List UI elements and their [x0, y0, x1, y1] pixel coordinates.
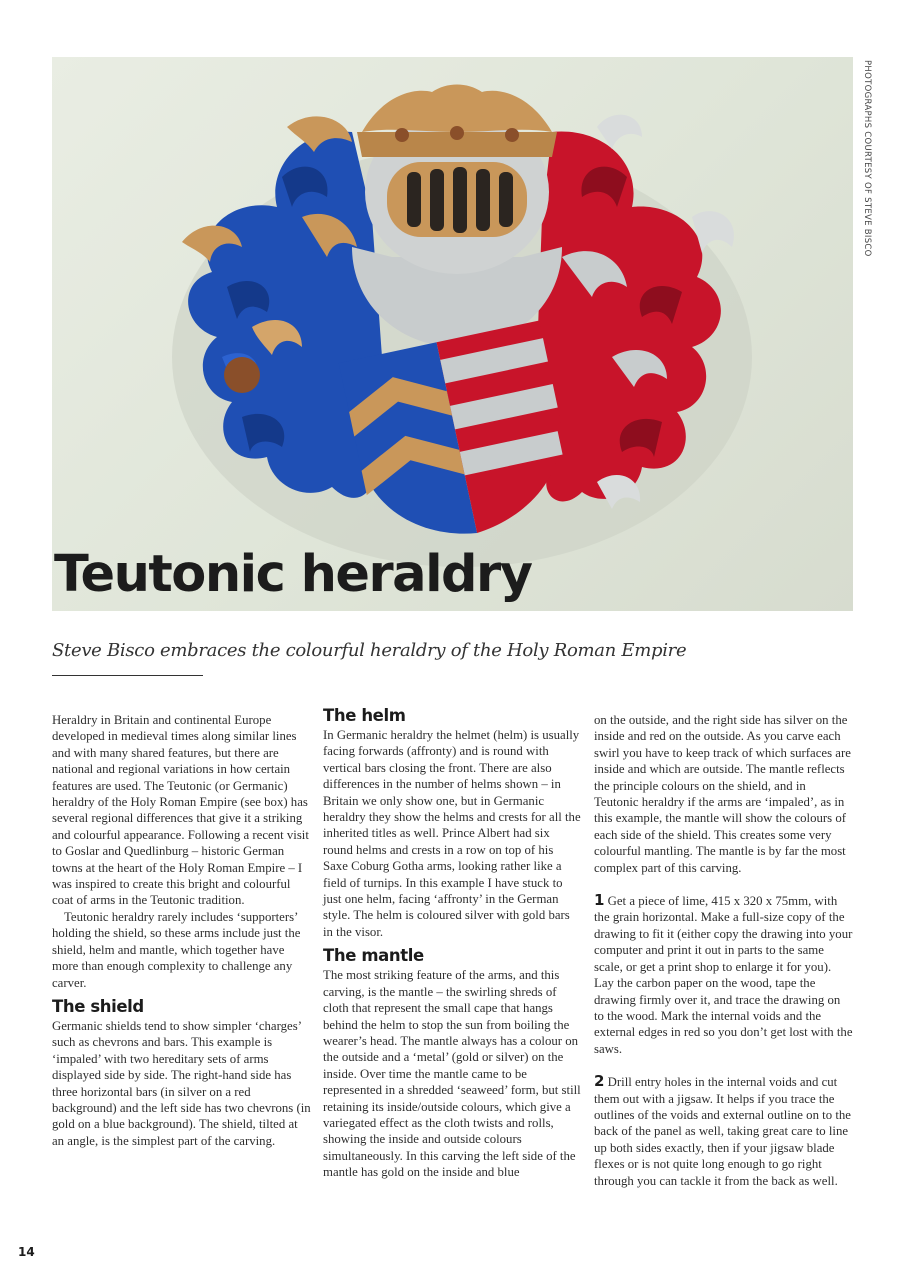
helm-paragraph: In Germanic heraldry the helmet (helm) is usually facing forwards (affronty) and is round with vertical bars closing the front. There are also differences in the number of helms shown – in Britain we only show one, but in Germanic heraldry they show the helms and crests for all the inherited titles as well. Prince Albert had six round helms and crests in a row on top of his Saxe Coburg Gotha arms, looking rather like a field of turnips. In this example I have stuck to just one helm, facing ‘affronty’ in the German style. The helm is coloured silver with gold bars in the visor. [323, 728, 581, 939]
intro-paragraph-2: Teutonic heraldry rarely includes ‘supporters’ holding the shield, so these arms include just the shield, helm and mantle, which together have more than enough complexity to challenge any carver. [52, 909, 301, 990]
step-1-number: 1 [594, 891, 605, 910]
step-1 [594, 892, 853, 1057]
step-2-text: Drill entry holes in the internal voids and cut them out with a jigsaw. It helps if you trace the outlines of the voids and external outline on to the back of the panel as well, taking great care to line up both sides exactly, then if your jigsaw blade flexes or is not quite long enough to go right through you can tackle it from the back as well. [594, 1075, 851, 1188]
step-2-number: 2 [594, 1072, 605, 1091]
step-2 [594, 1073, 853, 1189]
crown [357, 85, 557, 158]
hero-photo [52, 57, 853, 611]
shield-paragraph: Germanic shields tend to show simpler ‘charges’ such as chevrons and bars. This example is ‘impaled’ with two hereditary sets of arms displayed side by side. The right-hand side has three horizontal bars (in silver on a red background) and the left side has two chevrons (in gold on a blue background). The shield, tilted at an angle, is the simplest part of the carving. [52, 1018, 311, 1148]
column-3 [594, 712, 853, 1189]
column-2 [323, 706, 581, 1181]
standfirst-rule [52, 675, 203, 676]
mantle-paragraph-continued: on the outside, and the right side has silver on the inside and red on the outside. As you carve each swirl you have to keep track of which surfaces are inside and which are outside. The mantle reflects the principle colours on the shield, and in Teutonic heraldry if the arms are ‘impaled’, as in this example, the mantle will show the colours of each side of the shield. This creates some very colourful mantling. The mantle is by far the most complex part of this carving. [594, 713, 851, 875]
photo-credit: PHOTOGRAPHS COURTESY OF STEVE BISCO [862, 60, 872, 257]
step-1-text: Get a piece of lime, 415 x 320 x 75mm, with the grain horizontal. Make a full-size copy of the drawing to fit it (either copy the drawing into your computer and print it out in parts to the same scale, or get a print shop to enlarge it for you). Lay the carbon paper on the wood, tape the drawing firmly over it, and trace the drawing on to the wood. Mark the internal voids and the external edges in red so you don’t get lost with the saws. [594, 894, 853, 1056]
coat-of-arms-carving [52, 57, 853, 611]
intro-paragraph-1: Heraldry in Britain and continental Europe developed in medieval times along similar lines and with many shared features, but there are national and regional variations in how certain features are used. The Teutonic (or Germanic) heraldry of the Holy Roman Empire (see box) has several regional differences that give it a striking and colourful appearance. Following a recent visit to Goslar and Quedlinburg – historic German towns at the heart of the Holy Roman Empire – I was inspired to create this bright and colourful coat of arms in the Teutonic tradition. [52, 713, 309, 908]
article-title: Teutonic heraldry [54, 545, 532, 604]
column-1 [52, 712, 311, 1149]
mantle-heading: The mantle [323, 946, 424, 966]
shield-heading: The shield [52, 996, 144, 1016]
page-number: 14 [18, 1245, 35, 1259]
helm-heading: The helm [323, 706, 406, 725]
standfirst: Steve Bisco embraces the colourful heraldry of the Holy Roman Empire [52, 640, 687, 661]
mantle-paragraph: The most striking feature of the arms, and this carving, is the mantle – the swirling shreds of cloth that represent the small cape that hangs behind the helm to stop the sun from boiling the wearer’s head. The mantle always has a colour on the outside and a ‘metal’ (gold or silver) on the inside. Over time the mantle came to be represented in a shredded ‘seaweed’ form, but still retaining its inside/outside colours, which give a variegated effect as the cloth twists and rolls, showing the inside and outside colours simultaneously. In this carving the left side of the mantle has gold on the inside and blue [323, 968, 581, 1180]
